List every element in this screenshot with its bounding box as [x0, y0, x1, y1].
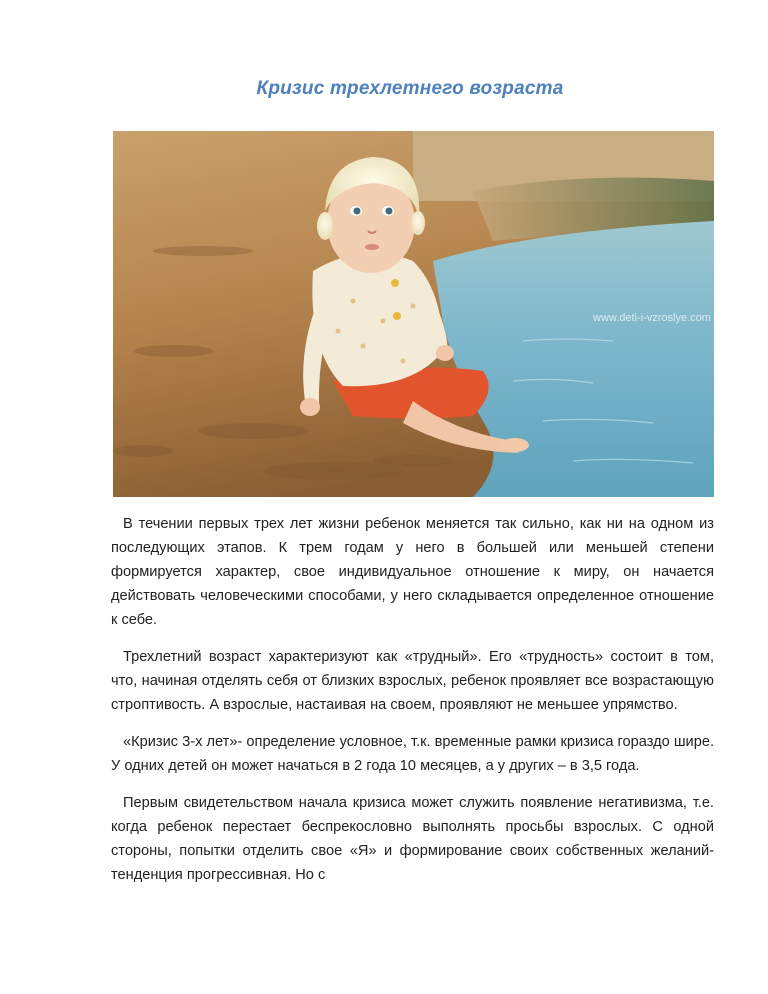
paragraph-1: В течении первых трех лет жизни ребенок меняется так сильно, как ни на одном из последующих этапов. К трем годам у него в большей или меньшей степени формируется характер, свое индивидуальное отношение к миру, он начается действовать человеческими способами, у него складывается определенное отношение к себе. — [111, 516, 714, 628]
paragraph-2: Трехлетний возраст характеризуют как «трудный». Его «трудность» состоит в том, что, начиная отделять себя от близких взрослых, ребенок проявляет все возрастающую строптивость. А взрослые, настаивая на своем, проявляют не меньшее упрямство. — [111, 649, 714, 713]
paragraph-4: Первым свидетельством начала кризиса может служить появление негативизма, т.е. когда ребенок перестает беспрекословно выполнять просьбы взрослых. С одной стороны, попытки отделить свое «Я» и формирование своих собственных желаний- тенденция прогрессивная. Но с — [111, 795, 714, 883]
child-on-riverbank-photo — [113, 131, 714, 497]
page-title: Кризис трехлетнего возраста — [256, 78, 564, 99]
photo-watermark: www.deti-i-vzroslye.com — [593, 312, 711, 324]
paragraph-3: «Кризис 3-х лет»- определение условное, т.к. временные рамки кризиса гораздо шире. У одних детей он может начаться в 2 года 10 месяцев, а у других – в 3,5 года. — [111, 734, 714, 774]
article-body — [111, 512, 714, 900]
